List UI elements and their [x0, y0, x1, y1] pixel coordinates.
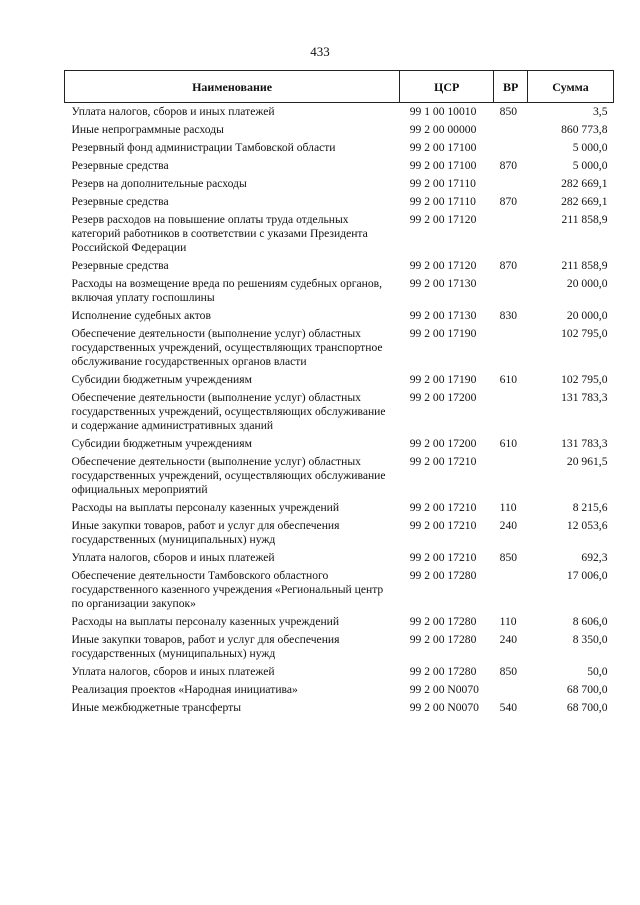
row-name: Расходы на возмещение вреда по решениям судебных органов, включая уплату госпошлины	[71, 277, 383, 304]
row-vr: 850	[499, 105, 518, 118]
table-row	[65, 175, 614, 193]
row-sum: 8 350,0	[572, 633, 608, 646]
table-row	[65, 663, 614, 681]
row-vr: 870	[499, 259, 518, 272]
table-row	[65, 211, 614, 257]
table-row	[65, 699, 614, 717]
row-csr: 99 2 00 17280	[409, 615, 477, 628]
row-csr: 99 2 00 17100	[409, 141, 477, 154]
row-sum: 17 006,0	[566, 569, 608, 582]
row-csr: 99 2 00 17280	[409, 633, 477, 646]
row-csr: 99 2 00 17210	[409, 501, 477, 514]
row-csr: 99 2 00 17120	[409, 259, 477, 272]
table-row	[65, 121, 614, 139]
row-name: Иные межбюджетные трансферты	[71, 701, 242, 714]
header-sum: Сумма	[528, 71, 614, 103]
row-name: Уплата налогов, сборов и иных платежей	[71, 665, 275, 678]
row-vr	[494, 139, 528, 157]
row-vr	[494, 453, 528, 499]
row-vr	[494, 325, 528, 371]
row-vr: 850	[499, 551, 518, 564]
table-row	[65, 549, 614, 567]
row-sum: 131 783,3	[561, 391, 608, 404]
table-row	[65, 257, 614, 275]
table-row	[65, 139, 614, 157]
row-csr: 99 2 00 17210	[409, 519, 477, 532]
row-vr: 240	[499, 633, 518, 646]
row-sum: 20 000,0	[566, 277, 608, 290]
table-row	[65, 613, 614, 631]
row-csr: 99 2 00 17190	[409, 373, 477, 386]
row-name: Обеспечение деятельности (выполнение услуг) областных государственных учреждений, осуществляющих обслуживание официальных мероприятий	[71, 455, 386, 496]
row-sum: 68 700,0	[566, 683, 608, 696]
row-vr: 240	[499, 519, 518, 532]
row-sum: 50,0	[587, 665, 608, 678]
row-csr: 99 2 00 17110	[409, 177, 476, 190]
row-csr: 99 2 00 17200	[409, 391, 477, 404]
row-sum: 102 795,0	[561, 327, 608, 340]
row-name: Резервные средства	[71, 259, 169, 272]
row-vr	[494, 389, 528, 435]
row-vr	[494, 211, 528, 257]
row-name: Резервный фонд администрации Тамбовской области	[71, 141, 336, 154]
row-vr	[494, 681, 528, 699]
table-row	[65, 325, 614, 371]
table-row	[65, 157, 614, 175]
row-csr: 99 2 00 N0070	[409, 701, 479, 714]
table-row	[65, 435, 614, 453]
row-sum: 8 215,6	[572, 501, 608, 514]
row-csr: 99 2 00 00000	[409, 123, 477, 136]
table-body	[65, 103, 614, 718]
row-name: Резерв на дополнительные расходы	[71, 177, 247, 190]
table-row	[65, 307, 614, 325]
header-vr: ВР	[494, 71, 528, 103]
row-sum: 282 669,1	[561, 177, 608, 190]
row-sum: 68 700,0	[566, 701, 608, 714]
row-sum: 211 858,9	[561, 259, 608, 272]
row-vr: 110	[499, 501, 517, 514]
table-row	[65, 499, 614, 517]
row-vr	[494, 275, 528, 307]
table-row	[65, 517, 614, 549]
row-sum: 8 606,0	[572, 615, 608, 628]
row-sum: 20 000,0	[566, 309, 608, 322]
table-row	[65, 103, 614, 122]
row-sum: 3,5	[593, 105, 608, 118]
row-name: Иные закупки товаров, работ и услуг для обеспечения государственных (муниципальных) нужд	[71, 519, 340, 546]
row-csr: 99 2 00 17200	[409, 437, 477, 450]
row-csr: 99 2 00 17190	[409, 327, 477, 340]
row-vr	[494, 567, 528, 613]
row-vr: 110	[499, 615, 517, 628]
row-csr: 99 2 00 17120	[409, 213, 477, 226]
row-name: Иные закупки товаров, работ и услуг для обеспечения государственных (муниципальных) нужд	[71, 633, 340, 660]
row-sum: 282 669,1	[561, 195, 608, 208]
row-csr: 99 2 00 17210	[409, 455, 477, 468]
row-csr: 99 2 00 17110	[409, 195, 476, 208]
row-sum: 102 795,0	[561, 373, 608, 386]
row-sum: 20 961,5	[566, 455, 608, 468]
row-name: Обеспечение деятельности (выполнение услуг) областных государственных учреждений, осуществляющих обслуживание и содержание административных зданий	[71, 391, 386, 432]
row-sum: 5 000,0	[572, 141, 608, 154]
row-name: Уплата налогов, сборов и иных платежей	[71, 551, 275, 564]
row-name: Резервные средства	[71, 195, 169, 208]
budget-table	[64, 70, 614, 717]
row-vr: 830	[499, 309, 518, 322]
row-csr: 99 1 00 10010	[409, 105, 477, 118]
row-csr: 99 2 00 N0070	[409, 683, 479, 696]
row-name: Резерв расходов на повышение оплаты труда отдельных категорий работников в соответствии с указами Президента Российской Федерации	[71, 213, 368, 254]
table-row	[65, 567, 614, 613]
table-row	[65, 453, 614, 499]
row-vr: 610	[499, 437, 518, 450]
row-csr: 99 2 00 17130	[409, 309, 477, 322]
row-name: Обеспечение деятельности (выполнение услуг) областных государственных учреждений, осуществляющих транспортное обслуживание государственных органов власти	[71, 327, 383, 368]
row-vr	[494, 175, 528, 193]
row-name: Расходы на выплаты персоналу казенных учреждений	[71, 615, 340, 628]
table-row	[65, 389, 614, 435]
row-name: Обеспечение деятельности Тамбовского областного государственного казенного учреждения «Региональный центр по организации закупок»	[71, 569, 384, 610]
row-name: Расходы на выплаты персоналу казенных учреждений	[71, 501, 340, 514]
row-vr	[494, 121, 528, 139]
row-sum: 131 783,3	[561, 437, 608, 450]
row-sum: 860 773,8	[561, 123, 608, 136]
table-row	[65, 681, 614, 699]
header-csr: ЦСР	[400, 71, 494, 103]
row-csr: 99 2 00 17100	[409, 159, 477, 172]
table-row	[65, 275, 614, 307]
table-row	[65, 193, 614, 211]
header-name: Наименование	[65, 71, 400, 103]
row-name: Иные непрограммные расходы	[71, 123, 224, 136]
row-name: Исполнение судебных актов	[71, 309, 211, 322]
row-csr: 99 2 00 17130	[409, 277, 477, 290]
row-name: Резервные средства	[71, 159, 169, 172]
row-vr: 540	[499, 701, 518, 714]
row-vr: 850	[499, 665, 518, 678]
table-header-row	[65, 71, 614, 103]
row-sum: 5 000,0	[572, 159, 608, 172]
row-name: Субсидии бюджетным учреждениям	[71, 437, 252, 450]
row-csr: 99 2 00 17280	[409, 569, 477, 582]
row-vr: 870	[499, 195, 518, 208]
page-number: 433	[310, 44, 330, 59]
row-sum: 692,3	[581, 551, 608, 564]
row-name: Уплата налогов, сборов и иных платежей	[71, 105, 275, 118]
row-vr: 610	[499, 373, 518, 386]
row-csr: 99 2 00 17280	[409, 665, 477, 678]
row-sum: 211 858,9	[561, 213, 608, 226]
table-row	[65, 371, 614, 389]
row-name: Реализация проектов «Народная инициатива»	[71, 683, 298, 696]
row-csr: 99 2 00 17210	[409, 551, 477, 564]
table-row	[65, 631, 614, 663]
row-name: Субсидии бюджетным учреждениям	[71, 373, 252, 386]
row-sum: 12 053,6	[566, 519, 608, 532]
row-vr: 870	[499, 159, 518, 172]
